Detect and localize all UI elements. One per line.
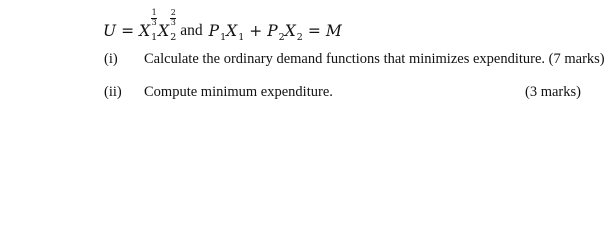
exponent-numerator: 2	[170, 8, 176, 17]
question-text: Calculate the ordinary demand functions that minimizes expenditure. (7 marks)	[144, 51, 605, 67]
subscript: 1	[238, 32, 245, 43]
income-symbol: M	[325, 22, 342, 40]
subscript: 1	[151, 32, 158, 43]
subscript: 2	[170, 32, 177, 43]
utility-budget-formula	[103, 6, 342, 43]
exponent-numerator: 1	[151, 8, 157, 17]
question-marks: (3 marks)	[525, 84, 581, 100]
equals-sign: =	[307, 22, 321, 40]
utility-symbol: U	[103, 22, 117, 40]
exponent-one-third	[151, 9, 157, 27]
and-word: and	[180, 22, 203, 39]
variable-x1: $X_1$	[226, 22, 245, 43]
question-number: (ii)	[104, 84, 122, 100]
exponent-two-thirds	[170, 9, 176, 27]
price-p1: $P_1$	[208, 22, 227, 43]
equals-sign: =	[121, 22, 135, 40]
exponent-denominator: 3	[170, 18, 176, 27]
subscript: 1	[220, 32, 227, 43]
subscript: 2	[278, 32, 285, 43]
variable-x2: $X_2$	[284, 22, 303, 43]
exponent-denominator: 3	[151, 18, 157, 27]
question-text: Compute minimum expenditure.	[144, 84, 333, 100]
variable-x2: $X_2$	[158, 22, 177, 43]
price-p2: $P_2$	[267, 22, 285, 43]
subscript: 2	[296, 32, 303, 43]
plus-sign: +	[249, 22, 263, 40]
question-number: (i)	[104, 51, 118, 67]
variable-x1: $X_1$	[139, 22, 158, 43]
